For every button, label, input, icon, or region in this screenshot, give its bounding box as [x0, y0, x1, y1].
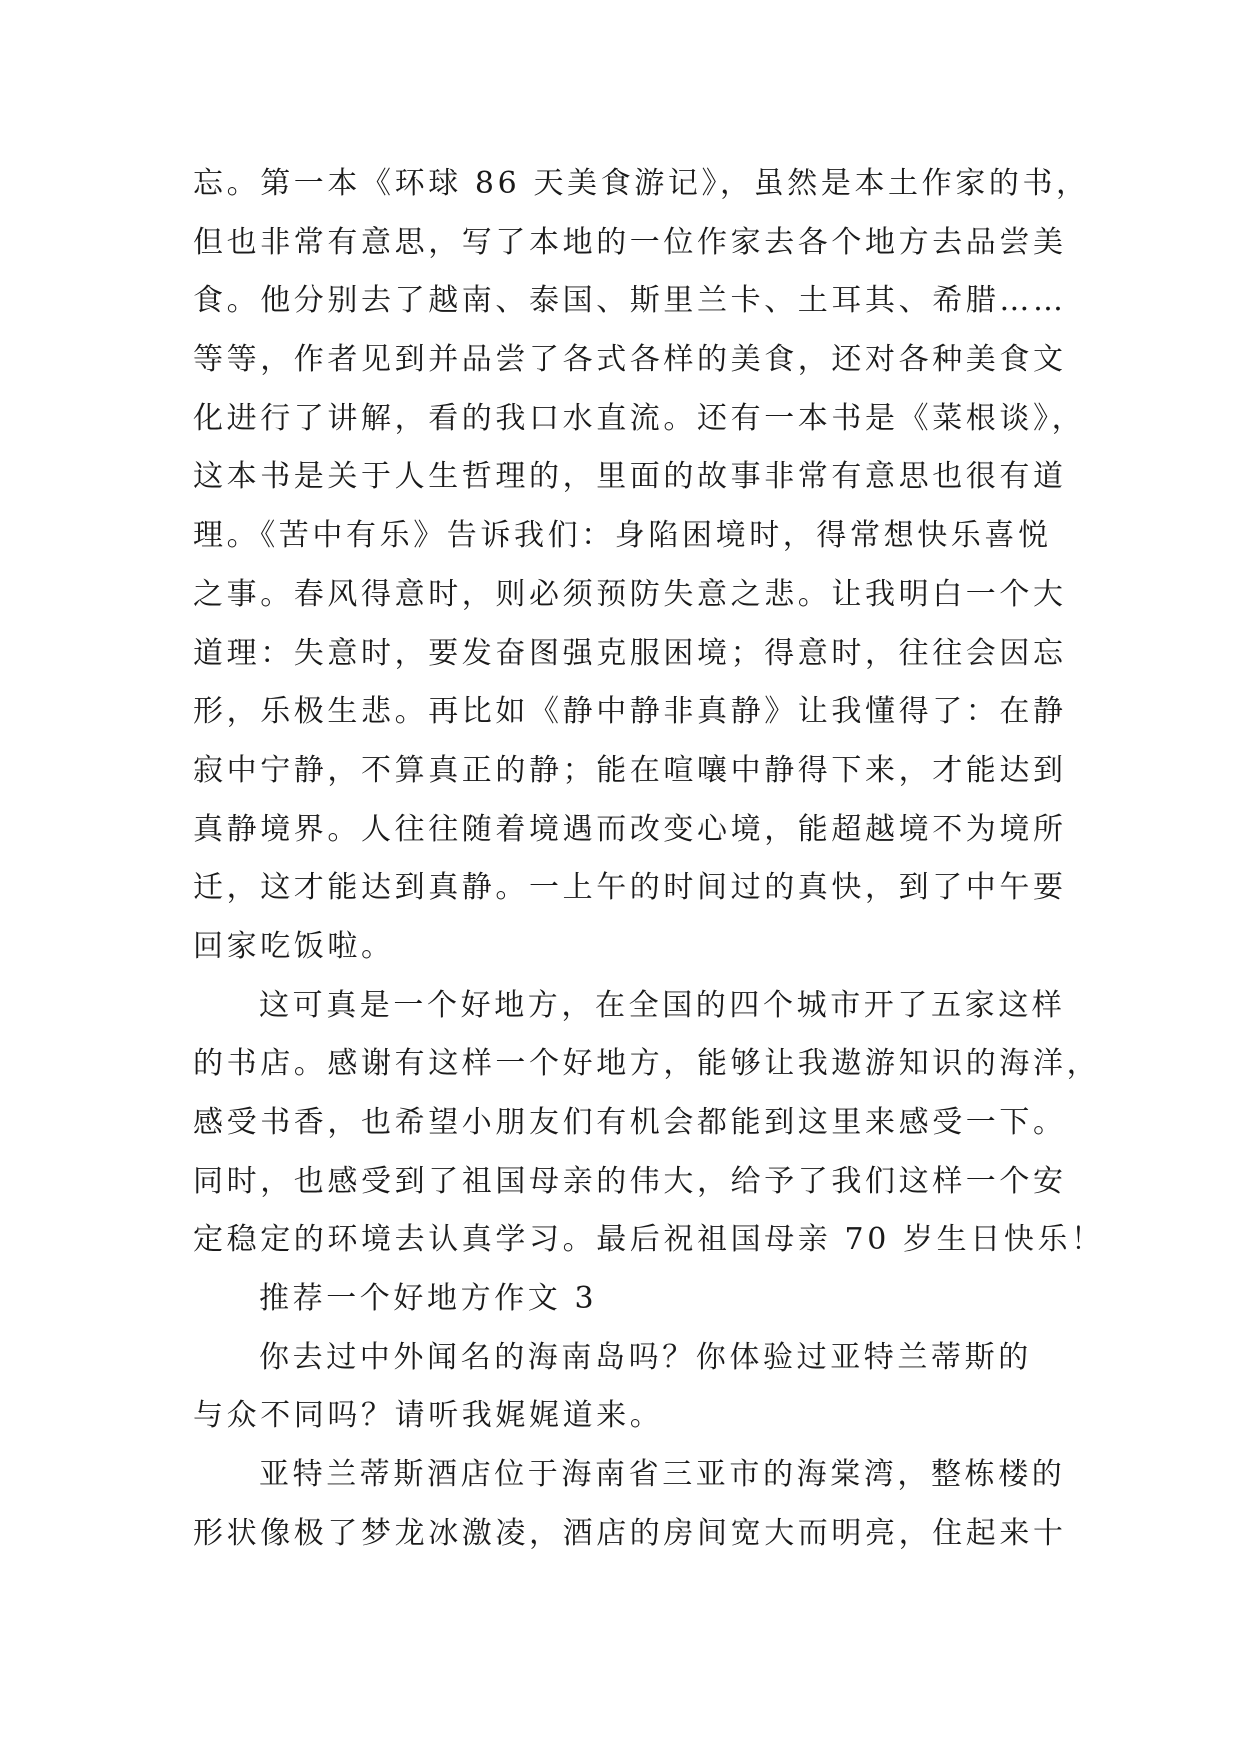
text-line: 但也非常有意思，写了本地的一位作家去各个地方去品尝美	[193, 224, 1067, 260]
text-line: 真静境界。人往往随着境遇而改变心境，能超越境不为境所	[193, 811, 1067, 847]
document-body	[193, 155, 1105, 1564]
text-line: 之事。春风得意时，则必须预防失意之悲。让我明白一个大	[193, 576, 1067, 612]
text-line: 你去过中外闻名的海南岛吗？你体验过亚特兰蒂斯的	[259, 1339, 1032, 1375]
text-line: 等等，作者见到并品尝了各式各样的美食，还对各种美食文	[193, 342, 1067, 378]
text-line: 感受书香，也希望小朋友们有机会都能到这里来感受一下。	[193, 1105, 1067, 1140]
text-line: 形状像极了梦龙冰激凌，酒店的房间宽大而明亮，住起来十	[193, 1515, 1067, 1551]
text-line: 这可真是一个好地方，在全国的四个城市开了五家这样	[259, 987, 1066, 1023]
text-line: 食。他分别去了越南、泰国、斯里兰卡、土耳其、希腊……	[193, 283, 1067, 319]
text-line: 回家吃饭啦。	[193, 928, 395, 964]
text-line: 寂中宁静，不算真正的静；能在喧嚷中静得下来，才能达到	[193, 752, 1067, 788]
text-line: 迁，这才能达到真静。一上午的时间过的真快，到了中午要	[193, 870, 1067, 906]
text-line: 忘。第一本《环球 86 天美食游记》，虽然是本土作家的书，	[193, 166, 1090, 201]
text-line: 这本书是关于人生哲理的，里面的故事非常有意思也很有道	[193, 459, 1067, 495]
text-line: 理。《苦中有乐》告诉我们：身陷困境时，得常想快乐喜悦	[193, 518, 1052, 554]
text-line: 同时，也感受到了祖国母亲的伟大，给予了我们这样一个安	[193, 1163, 1067, 1199]
text-line: 化进行了讲解，看的我口水直流。还有一本书是《菜根谈》，	[193, 400, 1086, 436]
text-line: 推荐一个好地方作文 3	[259, 1281, 598, 1317]
text-line: 形，乐极生悲。再比如《静中静非真静》让我懂得了：在静	[193, 694, 1067, 730]
text-line: 道理：失意时，要发奋图强克服困境；得意时，往往会因忘	[193, 635, 1067, 671]
text-line: 的书店。感谢有这样一个好地方，能够让我遨游知识的海洋，	[193, 1046, 1101, 1082]
text-line: 与众不同吗？请听我娓娓道来。	[193, 1398, 664, 1434]
text-line: 定稳定的环境去认真学习。最后祝祖国母亲 70 岁生日快乐！	[193, 1222, 1105, 1258]
text-line: 亚特兰蒂斯酒店位于海南省三亚市的海棠湾，整栋楼的	[259, 1457, 1066, 1493]
